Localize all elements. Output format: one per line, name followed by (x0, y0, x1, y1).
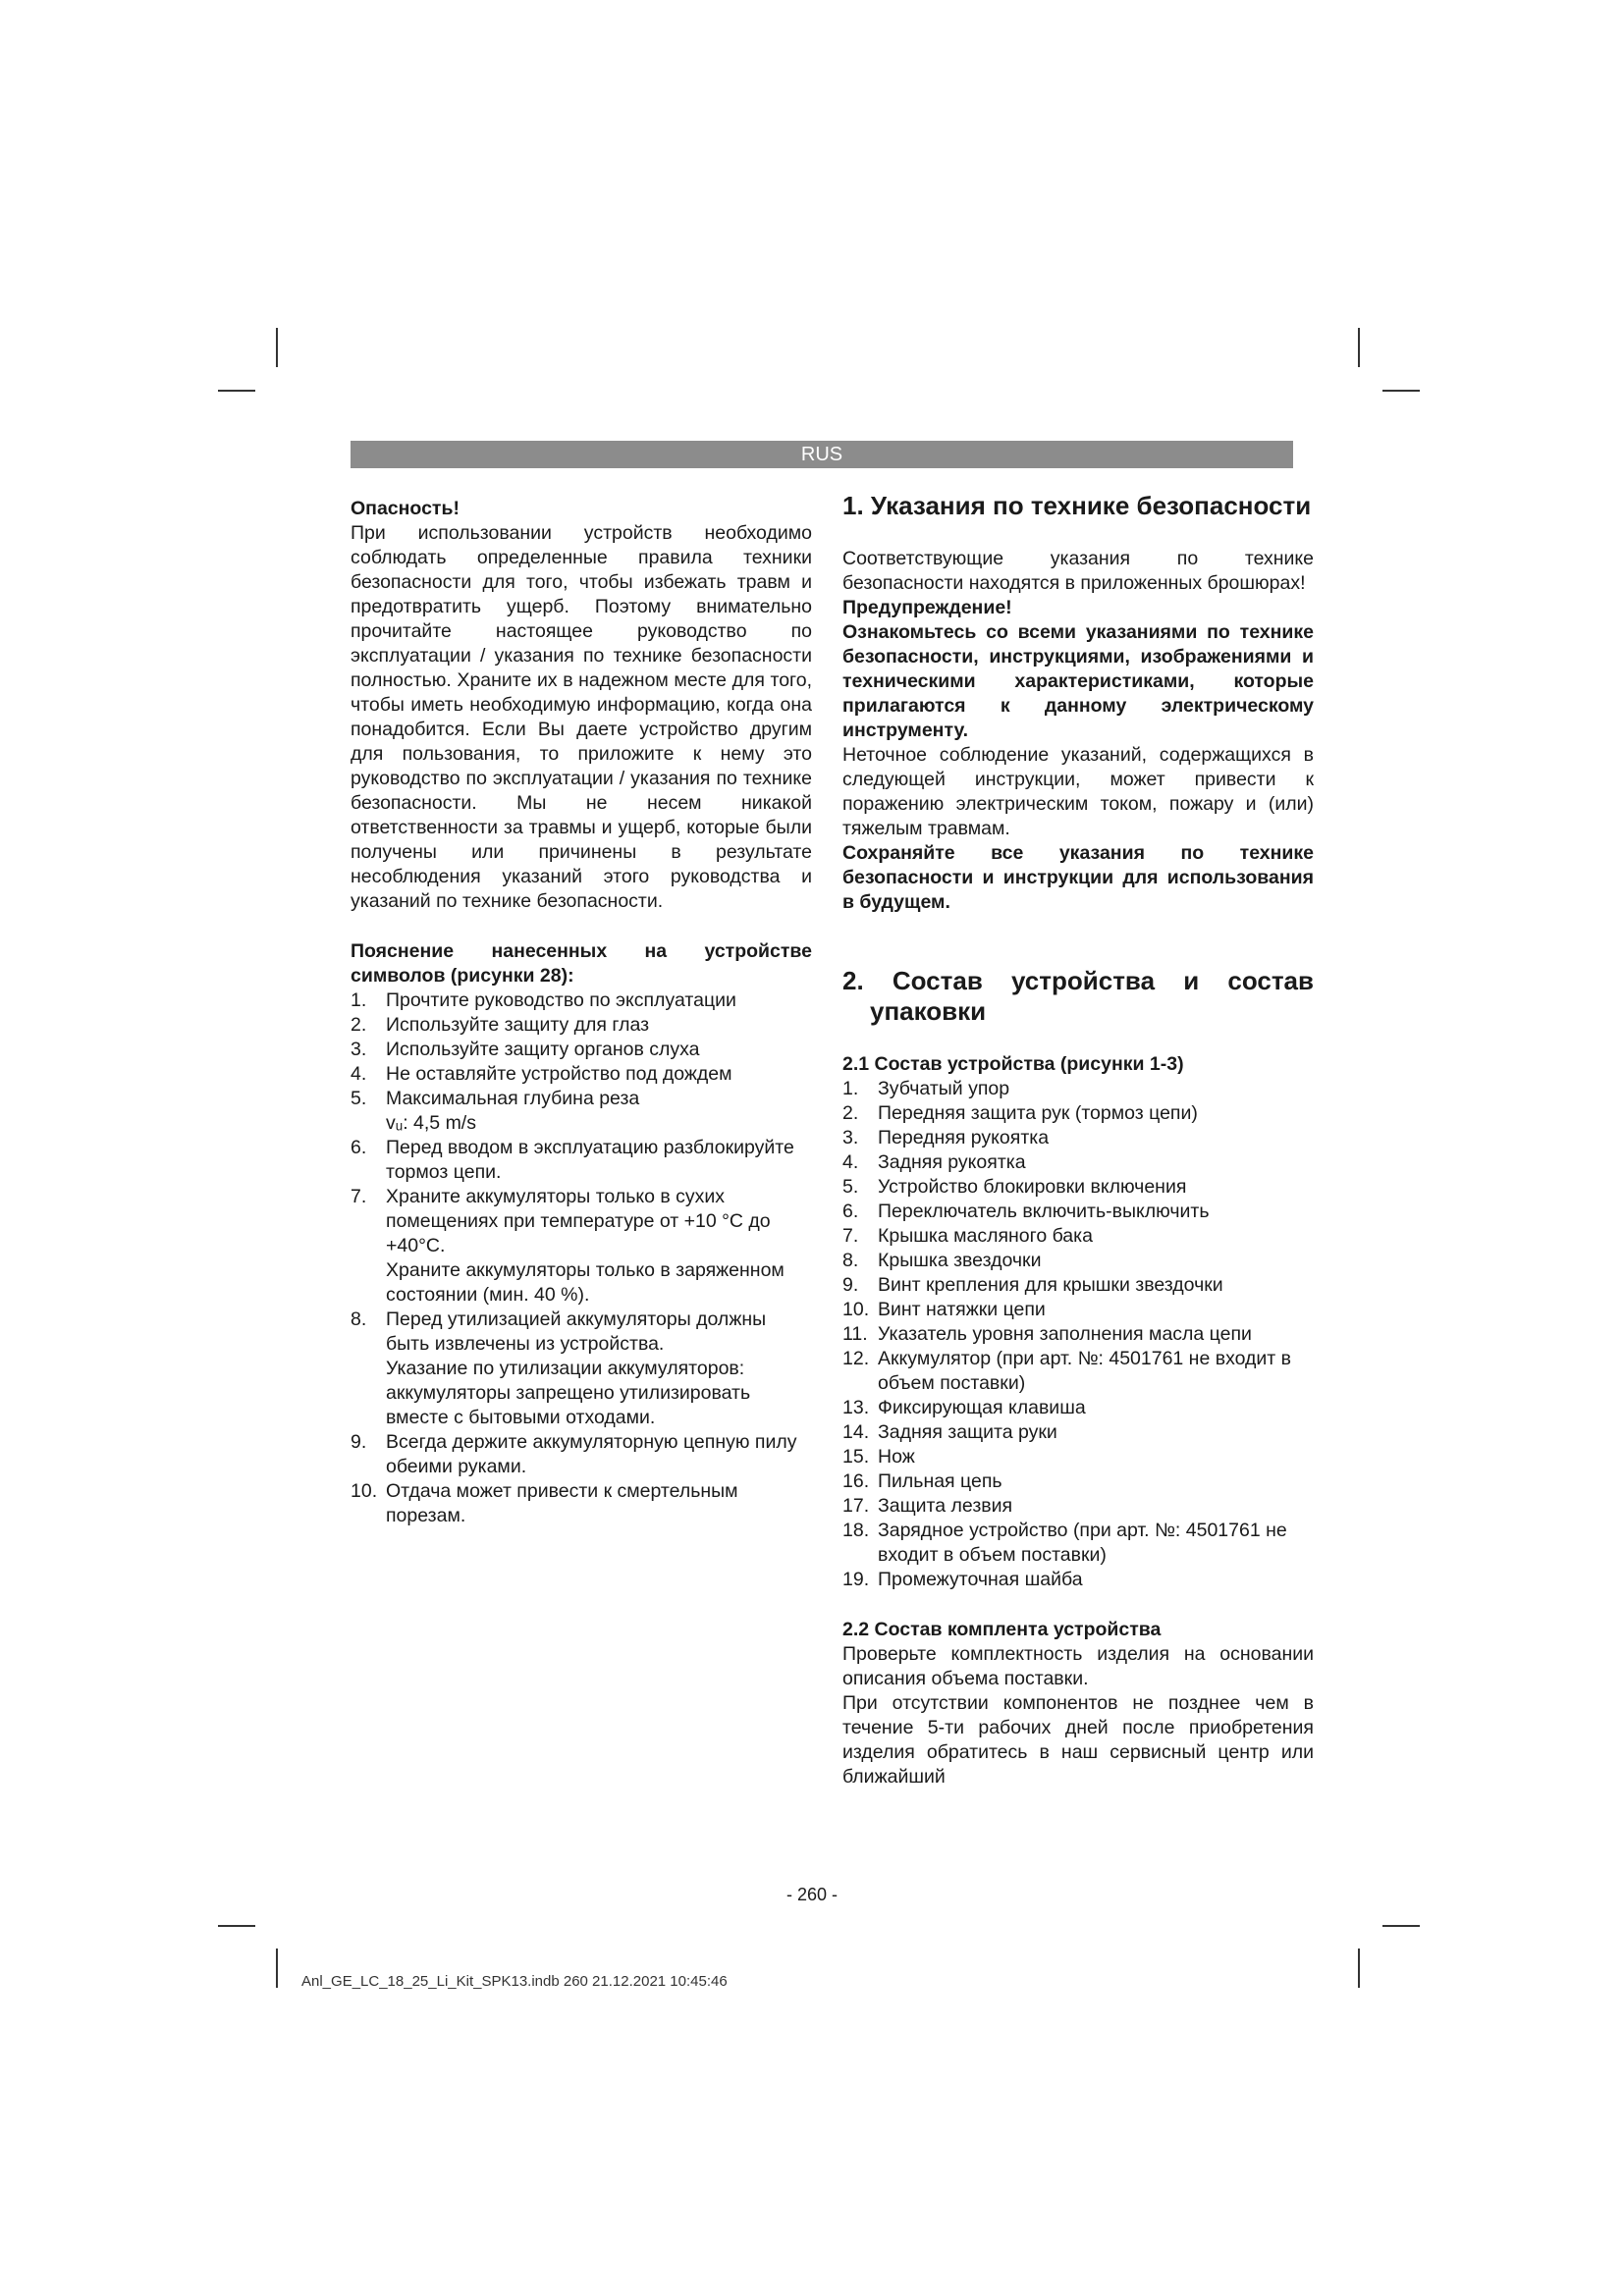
list-item: 6. Переключатель включить-выключить (842, 1201, 1210, 1222)
danger-text: При использовании устройств необходимо соблюдать определенные правила техники безопасности для того, чтобы избежать травм и предотвратить ущерб. Поэтому внимательно прочитайте настоящее руководство по эксплуатации / указания по технике безопасности полностью. Храните их в надежном месте для того, чтобы иметь необходимую информацию, когда она понадобится. Если Вы даете устройство другим для пользования, то приложите к нему это руководство по эксплуатации / указания по технике безопасности. Мы не несем никакой ответственности за травмы и ущерб, которые были получены или причинены в результате несоблюдения указаний этого руководства и указаний по технике безопасности. (351, 522, 812, 912)
list-item: 10. Винт натяжки цепи (842, 1299, 1046, 1320)
crop-mark (276, 1949, 278, 1988)
list-item: 15. Нож (842, 1446, 915, 1468)
list-item: 8. Перед утилизацией аккумуляторы должны быть извлечены из устройства. Указание по утилизации аккумуляторов: аккумуляторы запрещено утилизировать вместе с бытовыми отходами. (351, 1308, 767, 1428)
subsection-2-1-title: 2.1 Состав устройства (рисунки 1-3) (842, 1053, 1184, 1075)
parts-list (842, 1077, 1314, 1592)
subsection-2-2-text-1: Проверьте комплектность изделия на основании описания объема поставки. (842, 1643, 1314, 1689)
list-item: 11. Указатель уровня заполнения масла цепи (842, 1323, 1252, 1345)
crop-mark (1382, 1925, 1420, 1927)
list-item: 12. Аккумулятор (при арт. №: 4501761 не входит в объем поставки) (842, 1348, 1292, 1394)
list-item: 10. Отдача может привести к смертельным порезам. (351, 1480, 738, 1526)
crop-mark (218, 1925, 255, 1927)
subsection-2-2-title: 2.2 Состав комплента устройства (842, 1619, 1162, 1640)
warning-title: Предупреждение! (842, 597, 1012, 618)
language-label: RUS (800, 444, 843, 465)
crop-mark (276, 328, 278, 367)
language-header-bar (351, 441, 1293, 468)
crop-mark (218, 390, 255, 392)
list-item: 4. Не оставляйте устройство под дождем (351, 1063, 732, 1085)
list-item: 3. Используйте защиту органов слуха (351, 1039, 700, 1060)
list-item: 5. Устройство блокировки включения (842, 1176, 1187, 1198)
symbols-list (351, 988, 812, 1528)
symbols-title: Пояснение нанесенных на устройстве символов (рисунки 28): (351, 940, 812, 987)
crop-mark (1358, 328, 1360, 367)
list-item: 9. Винт крепления для крышки звездочки (842, 1274, 1223, 1296)
keep-instructions-text: Сохраняйте все указания по технике безопасности и инструкции для использования в будущем. (842, 842, 1314, 913)
list-item: 1. Зубчатый упор (842, 1078, 1010, 1099)
list-item: 17. Защита лезвия (842, 1495, 1013, 1517)
list-item: 13. Фиксирующая клавиша (842, 1397, 1086, 1418)
list-item: 2. Используйте защиту для глаз (351, 1014, 650, 1036)
warning-bold-text: Ознакомьтесь со всеми указаниями по технике безопасности, инструкциями, изображениями и техническими характеристиками, которые прилагаются к данному электрическому инструменту. (842, 621, 1314, 741)
list-item: 3. Передняя рукоятка (842, 1127, 1050, 1148)
section1-text: Соответствующие указания по технике безопасности находятся в приложенных брошюрах! (842, 548, 1314, 594)
list-item: 8. Крышка звездочки (842, 1250, 1042, 1271)
page-number: - 260 - (785, 1885, 839, 1904)
list-item: 19. Промежуточная шайба (842, 1569, 1083, 1590)
list-item: 1. Прочтите руководство по эксплуатации (351, 989, 736, 1011)
list-item: 7. Храните аккумуляторы только в сухих помещениях при температуре от +10 °C до +40°C. Храните аккумуляторы только в заряженном состоянии (мин. 40 %). (351, 1186, 785, 1306)
list-item: 7. Крышка масляного бака (842, 1225, 1093, 1247)
crop-mark (1382, 390, 1420, 392)
danger-title: Опасность! (351, 498, 460, 519)
list-item: 18. Зарядное устройство (при арт. №: 4501761 не входит в объем поставки) (842, 1520, 1287, 1566)
list-item: 14. Задняя защита руки (842, 1421, 1057, 1443)
list-item: 5. Максимальная глубина реза vᵤ: 4,5 m/s (351, 1088, 640, 1134)
left-column (351, 497, 812, 1528)
print-imprint: Anl_GE_LC_18_25_Li_Kit_SPK13.indb 260 21.12.2021 10:45:46 (301, 1973, 728, 1990)
list-item: 2. Передняя защита рук (тормоз цепи) (842, 1102, 1198, 1124)
warning-text: Неточное соблюдение указаний, содержащихся в следующей инструкции, может привести к поражению электрическим током, пожару и (или) тяжелым травмам. (842, 744, 1314, 839)
subsection-2-2-text-2: При отсутствии компонентов не позднее чем в течение 5-ти рабочих дней после приобретения изделия обратитесь в наш сервисный центр или ближайший (842, 1692, 1314, 1788)
right-column (842, 491, 1314, 1789)
crop-mark (1358, 1949, 1360, 1988)
list-item: 4. Задняя рукоятка (842, 1151, 1026, 1173)
list-item: 9. Всегда держите аккумуляторную цепную пилу обеими руками. (351, 1431, 797, 1477)
section1-title: 1. Указания по технике безопасности (842, 491, 1312, 520)
list-item: 16. Пильная цепь (842, 1470, 1002, 1492)
section2-title: 2. Состав устройства и состав упаковки (842, 966, 1314, 1026)
list-item: 6. Перед вводом в эксплуатацию разблокируйте тормоз цепи. (351, 1137, 794, 1183)
